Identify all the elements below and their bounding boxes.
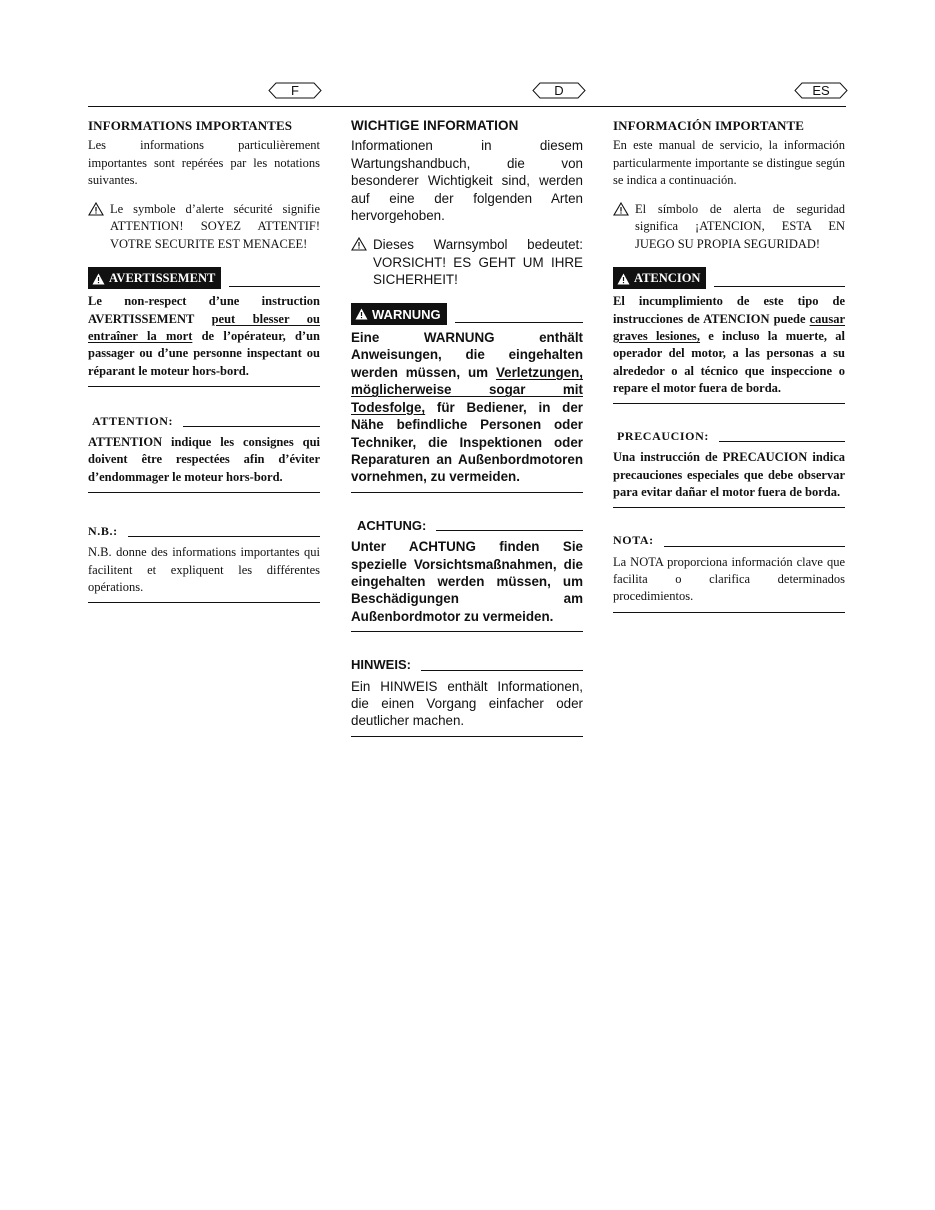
spanish-note-label: NOTA: — [613, 533, 654, 548]
spanish-intro: En este manual de servicio, la información particularmente importante se distingue según se indica a continuación. — [613, 138, 845, 187]
german-heading: WICHTIGE INFORMATION — [351, 118, 519, 133]
tab-german-label: D — [554, 83, 564, 98]
tab-spanish-label: ES — [812, 83, 830, 98]
german-note-label: HINWEIS: — [351, 657, 411, 673]
french-warning-box — [88, 267, 320, 387]
spanish-caution-text: Una instrucción de PRECAUCION indica precauciones especiales que debe observar para evitar dañar el motor fuera de borda. — [613, 450, 845, 500]
header-rule — [88, 106, 846, 107]
german-warning-box — [351, 303, 583, 493]
spanish-caution-label: PRECAUCION: — [617, 429, 709, 444]
warning-triangle-icon — [355, 308, 368, 320]
german-note-header — [351, 656, 583, 673]
spanish-warning-label: ATENCION — [634, 271, 701, 286]
french-warning-rule — [229, 286, 320, 287]
french-warning-badge — [88, 267, 221, 289]
french-intro: Les informations particulièrement importantes sont repérées par les notations suivantes. — [88, 138, 320, 187]
french-heading: INFORMATIONS IMPORTANTES — [88, 118, 293, 133]
spanish-caution-box — [613, 428, 845, 508]
german-note-box — [351, 656, 583, 737]
tab-spanish — [794, 82, 848, 99]
french-note-header — [88, 523, 320, 540]
german-intro: Informationen in diesem Wartungshandbuch, die von besonderer Wichtigkeit sind, werden auf eine der folgenden Arten hervorgehoben. — [351, 138, 583, 224]
french-warning-header — [88, 267, 320, 289]
german-caution-box — [351, 517, 583, 632]
spanish-note-box — [613, 532, 845, 612]
spanish-warning-header — [613, 267, 845, 289]
french-alert-text: Le symbole d’alerte sécurité signifie ATTENTION! SOYEZ ATTENTIF! VOTRE SECURITE EST MENACEE! — [110, 202, 320, 251]
tab-german — [532, 82, 586, 99]
german-warning-header — [351, 303, 583, 325]
tab-french — [268, 82, 322, 99]
french-caution-box — [88, 413, 320, 493]
french-warning-text: Le non-respect d’une instruction AVERTISSEMENT peut blesser ou entraîner la mort de l’opérateur, d’un passager ou d’une personne inspectant ou réparant le moteur hors-bord. — [88, 294, 320, 378]
german-alert-text: Dieses Warnsymbol bedeutet: VORSICHT! ES GEHT UM IHRE SICHERHEIT! — [373, 237, 583, 288]
spanish-note-text: La NOTA proporciona información clave que facilita o clarifica determinados procedimientos. — [613, 554, 845, 604]
french-caution-header — [88, 413, 320, 430]
german-note-text: Ein HINWEIS enthält Informationen, die einen Vorgang einfacher oder deutlicher machen. — [351, 678, 583, 729]
tab-french-label: F — [291, 83, 299, 98]
warning-triangle-icon — [92, 273, 105, 285]
warning-triangle-icon — [88, 201, 110, 253]
warning-triangle-icon — [351, 236, 373, 288]
column-french — [88, 117, 320, 603]
german-caution-label: ACHTUNG: — [357, 517, 427, 533]
spanish-caution-header — [613, 428, 845, 445]
german-warning-rule — [455, 322, 583, 323]
column-german — [351, 117, 583, 737]
spanish-warning-text: El incumplimiento de este tipo de instrucciones de ATENCION puede causar graves lesiones, e incluso la muerte, al operador del motor, a las personas a su alrededor o al técnico que inspeccione o repare el motor fuera de borda. — [613, 294, 845, 395]
column-spanish — [613, 117, 845, 613]
french-note-box — [88, 523, 320, 603]
german-warning-badge — [351, 303, 447, 325]
french-caution-label: ATTENTION: — [92, 413, 174, 428]
spanish-warning-rule — [714, 286, 845, 287]
german-warning-label: WARNUNG — [372, 306, 441, 322]
french-warning-label: AVERTISSEMENT — [109, 271, 216, 286]
german-warning-text: Eine WARNUNG enthält Anweisungen, die eingehalten werden müssen, um Verletzungen, möglicherweise sogar mit Todesfolge, für Bediener, in der Nähe befindliche Personen oder Techniker, die Inspektionen oder Reparaturen an Außenbordmotoren vornehmen, zu vermeiden. — [351, 330, 583, 485]
french-alert-line — [88, 201, 320, 253]
german-caution-text: Unter ACHTUNG finden Sie spezielle Vorsichtsmaßnahmen, die eingehalten werden müssen, um Beschädigungen am Außenbordmotor zu vermeiden. — [351, 539, 583, 624]
spanish-warning-box — [613, 267, 845, 404]
warning-triangle-icon — [617, 273, 630, 285]
french-note-text: N.B. donne des informations importantes qui facilitent et expliquent les différentes opérations. — [88, 545, 320, 594]
german-alert-line — [351, 236, 583, 288]
french-caution-text: ATTENTION indique les consignes qui doivent être respectées afin d’éviter d’endommager le moteur hors-bord. — [88, 435, 320, 484]
spanish-note-header — [613, 532, 845, 549]
french-note-label: N.B.: — [88, 524, 118, 539]
german-caution-header — [351, 517, 583, 534]
warning-triangle-icon — [613, 201, 635, 253]
spanish-alert-text: El símbolo de alerta de seguridad significa ¡ATENCION, ESTA EN JUEGO SU PROPIA SEGURIDAD! — [635, 202, 845, 251]
spanish-heading: INFORMACIÓN IMPORTANTE — [613, 118, 805, 133]
spanish-alert-line — [613, 201, 845, 253]
spanish-warning-badge — [613, 267, 706, 289]
